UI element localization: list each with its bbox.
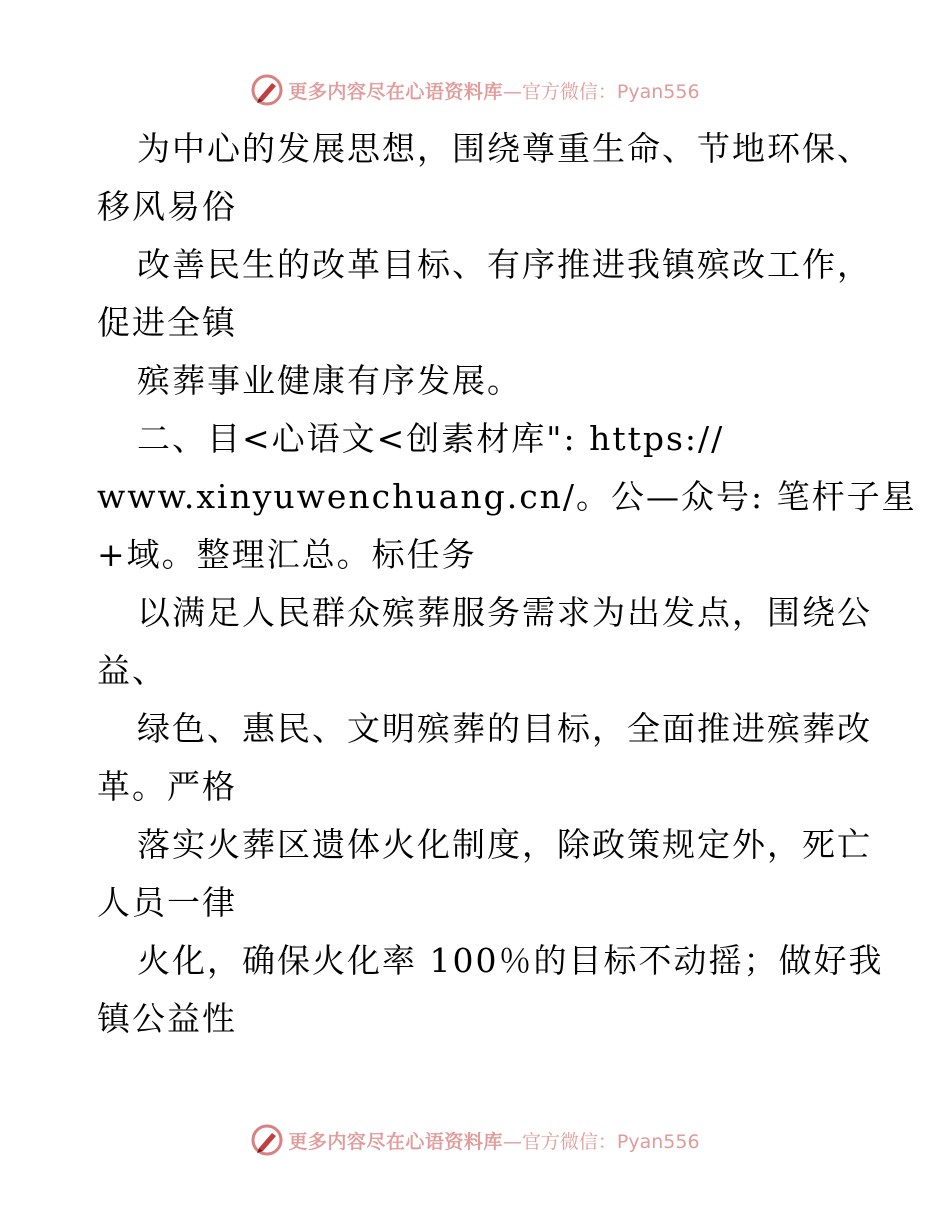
header-contact-text: —官方微信：Pyan556	[502, 80, 700, 103]
footer-contact-text: —官方微信：Pyan556	[502, 1130, 700, 1153]
text-line: 移风易俗	[97, 187, 237, 226]
footer-brand-text: 更多内容尽在心语资料库	[288, 1130, 503, 1153]
text-line: 绿色、惠民、文明殡葬的目标，全面推进殡葬改	[137, 709, 872, 748]
text-line: 改善民生的改革目标、有序推进我镇殡改工作，	[137, 245, 872, 284]
text-line: +域。整理汇总。标任务	[97, 535, 477, 574]
text-line: 二、目<心语文<创素材库": https://	[137, 419, 725, 458]
footer-watermark-banner	[0, 1120, 950, 1160]
document-body	[97, 120, 917, 1048]
text-line: www.xinyuwenchuang.cn/。公—众号: 笔杆子星	[97, 477, 917, 516]
text-line: 镇公益性	[97, 999, 237, 1038]
header-watermark-banner	[0, 70, 950, 110]
text-line: 火化，确保火化率 100％的目标不动摇；做好我	[137, 941, 884, 980]
text-line: 促进全镇	[97, 303, 237, 342]
pen-logo-icon	[250, 1123, 284, 1157]
text-line: 人员一律	[97, 883, 237, 922]
text-line: 为中心的发展思想，围绕尊重生命、节地环保、	[137, 129, 872, 168]
header-brand-text: 更多内容尽在心语资料库	[288, 80, 503, 103]
text-line: 革。严格	[97, 767, 237, 806]
text-line: 殡葬事业健康有序发展。	[137, 361, 522, 400]
pen-logo-icon	[250, 73, 284, 107]
text-line: 以满足人民群众殡葬服务需求为出发点，围绕公	[137, 593, 872, 632]
text-line: 落实火葬区遗体火化制度，除政策规定外，死亡	[137, 825, 872, 864]
text-line: 益、	[97, 651, 167, 690]
